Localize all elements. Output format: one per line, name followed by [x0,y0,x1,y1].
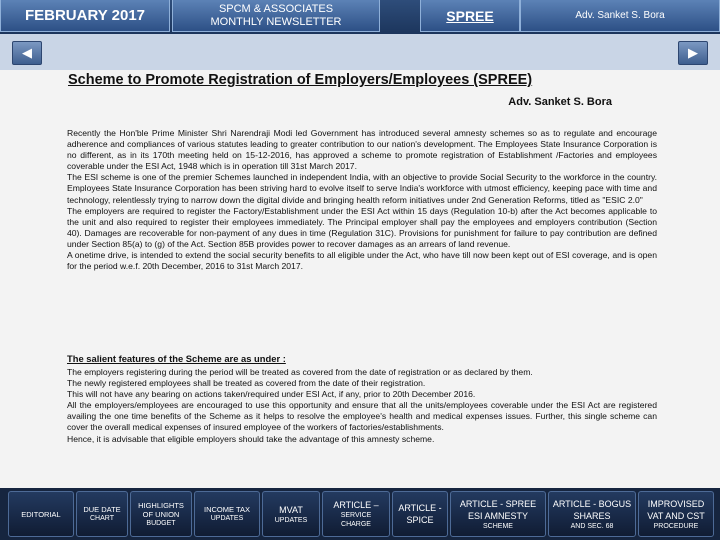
tab-sublabel: SCHEME [483,522,513,530]
paragraph: A onetime drive, is intended to extend the social security benefits to all eligible under the Act, who have till now been kept out of ESI coverage, and is open for the period w.e.f. 20th December, 2016 to 31st March 2017. [67,250,657,272]
issue-month-label: FEBRUARY 2017 [24,7,146,24]
tab-article-service-charge[interactable] [322,491,390,537]
salient-features-heading: The salient features of the Scheme are as under : [67,353,286,364]
previous-page-button[interactable] [12,41,42,65]
tab-sublabel: BUDGET [146,519,176,527]
tab-sublabel: AND SEC. 68 [570,522,614,530]
tab-label: ARTICLE – [333,500,379,510]
article-author: Adv. Sanket S. Bora [508,96,612,108]
tab-label: INCOME TAX [204,505,250,514]
salient-features-list [67,367,657,445]
right-arrow-icon: ▶ [688,45,698,60]
feature-item: The employers registering during the period will be treated as covered from the date of registration or as declared by them. [67,367,533,377]
tab-sublabel: SERVICE CHARGE [340,512,372,528]
feature-item: Hence, it is advisable that eligible employers should take the advantage of this amnesty scheme. [67,433,435,444]
newsletter-name: MONTHLY NEWSLETTER [210,15,342,28]
paragraph: Recently the Hon'ble Prime Minister Shri Narendraji Modi led Government has introduced several amnesty schemes so as to regulate and encourage adherence and compliances of various statutes leading to greater contribution to our nation's development. The Employees State Insurance Corporation is no different, as in its 170th meeting held on 15-12-2016, has approved a scheme to promote registration of Establishment /Factories and employees coverable under the ESI Act, 1948 which is in operation till 31st March 2017. [67,128,657,172]
tab-sublabel: CHART [90,515,114,522]
newsletter-title [172,0,380,32]
tab-editorial[interactable] [8,491,74,537]
feature-item: The newly registered employees shall be treated as covered from the date of their registration. [67,378,426,389]
tab-article-bogus-shares[interactable] [548,491,636,537]
section-title [420,0,520,32]
tab-label: DUE DATE [83,505,121,514]
tab-income-tax-updates[interactable] [194,491,260,537]
section-label: SPREE [446,7,494,24]
left-arrow-icon: ◀ [22,45,32,60]
header-author [520,0,720,32]
tab-sublabel: UPDATES [274,516,308,524]
tab-sublabel: PROCEDURE [653,522,699,530]
paragraph: The employers are required to register the Factory/Establishment under the ESI Act within 15 days (Regulation 10-b) after the Act becomes applicable to the unit and also required to register their employees immediately. The Principal employer shall pay the employees and employers contribution (Section 40). Damages are recoverable for non-payment of any dues in time (Regulation 31C). Provisions for punishment for failure to pay contribution are defined under Section 85(a) to (g) of the Act. Section 85B provides power to recover damages as an arrears of land revenue. [67,205,657,249]
tab-label: MVAT [279,504,303,515]
tab-label: ARTICLE - BOGUS SHARES [552,498,632,521]
tab-mvat-updates[interactable] [262,491,320,537]
tab-article-spree[interactable] [450,491,546,537]
tab-label: ARTICLE - SPREE ESI AMNESTY [459,498,537,521]
article-body [67,128,657,272]
tab-due-date-chart[interactable] [76,491,128,537]
tab-sublabel: UPDATES [210,515,244,522]
header-author-label: Adv. Sanket S. Bora [575,10,665,21]
navigation-bar [0,34,720,70]
tab-article-spice[interactable] [392,491,448,537]
next-page-button[interactable] [678,41,708,65]
issue-month [0,0,170,32]
tab-label: ARTICLE - SPICE [398,503,442,525]
tab-label: IMPROVISED VAT AND CST [647,498,705,521]
tab-label: HIGHLIGHTS OF UNION [138,500,184,519]
feature-item: This will not have any bearing on actions taken/required under ESI Act, if any, prior to 20th December 2016. [67,389,476,400]
firm-name: SPCM & ASSOCIATES [218,2,334,15]
tab-vat-cst-procedure[interactable] [638,491,714,537]
paragraph: The ESI scheme is one of the premier Schemes launched in independent India, with an objective to provide Social Security to the workforce in the country. Employees State Insurance Corporation has been striving hard to evolve itself to serve India's workforce with utmost efficiency, keeping pace with time and technology, relentlessly trying to narrow down the digital divide and bringing health reform initiatives under 2nd Generation Reforms, titled as "ESIC 2.0" [67,172,657,205]
tab-label: EDITORIAL [21,509,61,519]
tab-budget-highlights[interactable] [130,491,192,537]
feature-item: All the employers/employees are encouraged to use this opportunity and ensure that all the units/employees coverable under the ESI Act are registered availing the one time benefits of the Scheme as it helps to resolve the employee's health and medical expenses issues. Further, this single scheme can cover the overall medical expenses of insured employee of the workers of factories/establishments. [67,400,657,433]
article-title: Scheme to Promote Registration of Employers/Employees (SPREE) [68,72,533,88]
